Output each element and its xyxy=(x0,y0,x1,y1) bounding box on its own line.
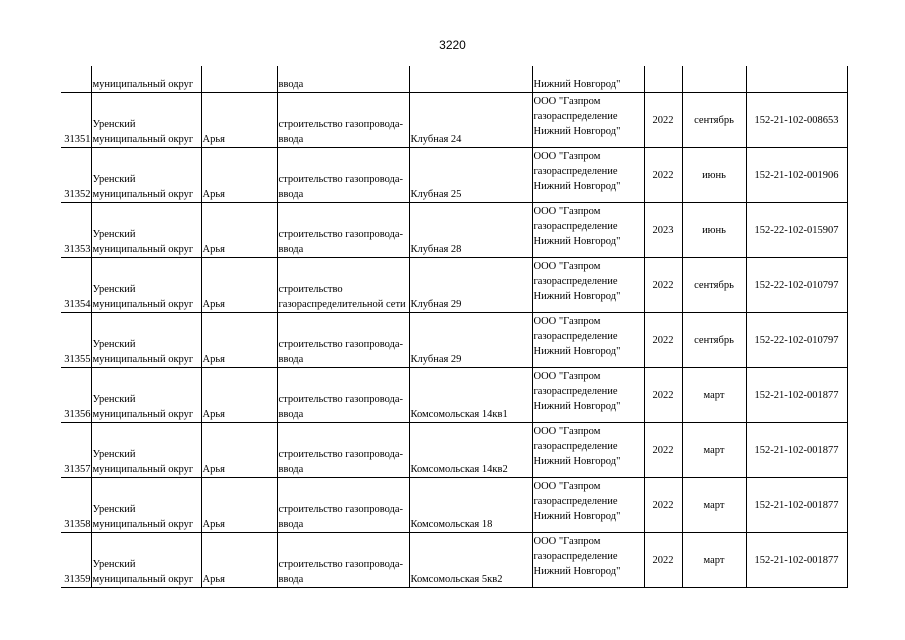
cell-code: 152-21-102-001877 xyxy=(746,368,847,423)
cell-address: Комсомольская 18 xyxy=(409,478,532,533)
cell-type: строительство газопровода- ввода xyxy=(277,478,409,533)
table-row-continued xyxy=(61,66,847,93)
cell-settlement: Арья xyxy=(201,93,277,148)
cell-settlement: Арья xyxy=(201,258,277,313)
cell-district: Уренский муниципальный округ xyxy=(91,313,201,368)
cell-year: 2022 xyxy=(644,93,682,148)
cell-type: строительство газопровода- ввода xyxy=(277,368,409,423)
cell-month: сентябрь xyxy=(682,93,746,148)
table-row xyxy=(61,423,847,478)
table-row xyxy=(61,148,847,203)
cell-address: Клубная 29 xyxy=(409,313,532,368)
cell-district: Уренский муниципальный округ xyxy=(91,478,201,533)
cell-month: сентябрь xyxy=(682,313,746,368)
cell-district: Уренский муниципальный округ xyxy=(91,203,201,258)
cell-num: 31353 xyxy=(61,203,91,258)
cell-code: 152-21-102-001877 xyxy=(746,423,847,478)
cell-district: Уренский муниципальный округ xyxy=(91,533,201,588)
cell-settlement: Арья xyxy=(201,533,277,588)
table-body xyxy=(61,66,847,588)
cell-type: строительство газопровода- ввода xyxy=(277,203,409,258)
cell-month xyxy=(682,66,746,93)
cell-district: Уренский муниципальный округ xyxy=(91,148,201,203)
cell-month: март xyxy=(682,533,746,588)
cell-month: март xyxy=(682,368,746,423)
cell-month: сентябрь xyxy=(682,258,746,313)
cell-district: Уренский муниципальный округ xyxy=(91,423,201,478)
cell-year: 2022 xyxy=(644,533,682,588)
table-row xyxy=(61,368,847,423)
cell-month: июнь xyxy=(682,203,746,258)
cell-year: 2022 xyxy=(644,368,682,423)
cell-month: июнь xyxy=(682,148,746,203)
cell-settlement: Арья xyxy=(201,368,277,423)
cell-year xyxy=(644,66,682,93)
cell-district: Уренский муниципальный округ xyxy=(91,258,201,313)
table-row xyxy=(61,258,847,313)
cell-settlement: Арья xyxy=(201,148,277,203)
cell-year: 2022 xyxy=(644,313,682,368)
cell-address: Клубная 24 xyxy=(409,93,532,148)
gas-objects-table xyxy=(61,66,848,588)
cell-settlement: Арья xyxy=(201,313,277,368)
cell-num: 31351 xyxy=(61,93,91,148)
cell-org: ООО "Газпром газораспределение Нижний Новгород" xyxy=(532,93,644,148)
cell-org: ООО "Газпром газораспределение Нижний Новгород" xyxy=(532,203,644,258)
page-number: 3220 xyxy=(439,38,466,52)
cell-type: строительство газораспределительной сети xyxy=(277,258,409,313)
cell-address: Клубная 25 xyxy=(409,148,532,203)
cell-year: 2022 xyxy=(644,478,682,533)
cell-district: Уренский муниципальный округ xyxy=(91,93,201,148)
cell-address xyxy=(409,66,532,93)
cell-settlement: Арья xyxy=(201,203,277,258)
cell-month: март xyxy=(682,423,746,478)
cell-org: ООО "Газпром газораспределение Нижний Новгород" xyxy=(532,533,644,588)
cell-num: 31358 xyxy=(61,478,91,533)
cell-year: 2023 xyxy=(644,203,682,258)
cell-settlement: Арья xyxy=(201,423,277,478)
cell-year: 2022 xyxy=(644,148,682,203)
cell-type: строительство газопровода- ввода xyxy=(277,423,409,478)
cell-code: 152-22-102-010797 xyxy=(746,258,847,313)
cell-settlement xyxy=(201,66,277,93)
cell-code: 152-22-102-010797 xyxy=(746,313,847,368)
cell-year: 2022 xyxy=(644,258,682,313)
table-row xyxy=(61,203,847,258)
table-row xyxy=(61,533,847,588)
cell-code: 152-21-102-001906 xyxy=(746,148,847,203)
cell-address: Клубная 29 xyxy=(409,258,532,313)
cell-code: 152-21-102-008653 xyxy=(746,93,847,148)
cell-year: 2022 xyxy=(644,423,682,478)
cell-org: ООО "Газпром газораспределение Нижний Новгород" xyxy=(532,368,644,423)
cell-address: Комсомольская 14кв2 xyxy=(409,423,532,478)
cell-type: строительство газопровода- ввода xyxy=(277,313,409,368)
cell-org: ООО "Газпром газораспределение Нижний Новгород" xyxy=(532,423,644,478)
cell-month: март xyxy=(682,478,746,533)
cell-settlement: Арья xyxy=(201,478,277,533)
table-row xyxy=(61,313,847,368)
cell-num: 31357 xyxy=(61,423,91,478)
table-row xyxy=(61,478,847,533)
cell-num: 31355 xyxy=(61,313,91,368)
cell-type: ввода xyxy=(277,66,409,93)
cell-org: ООО "Газпром газораспределение Нижний Новгород" xyxy=(532,478,644,533)
cell-org: ООО "Газпром газораспределение Нижний Новгород" xyxy=(532,258,644,313)
cell-org: ООО "Газпром газораспределение Нижний Новгород" xyxy=(532,313,644,368)
cell-type: строительство газопровода- ввода xyxy=(277,93,409,148)
cell-num xyxy=(61,66,91,93)
table-row xyxy=(61,93,847,148)
cell-address: Комсомольская 14кв1 xyxy=(409,368,532,423)
cell-code: 152-22-102-015907 xyxy=(746,203,847,258)
cell-address: Комсомольская 5кв2 xyxy=(409,533,532,588)
cell-org: Нижний Новгород" xyxy=(532,66,644,93)
cell-type: строительство газопровода- ввода xyxy=(277,533,409,588)
cell-type: строительство газопровода- ввода xyxy=(277,148,409,203)
cell-num: 31354 xyxy=(61,258,91,313)
cell-num: 31352 xyxy=(61,148,91,203)
cell-district: муниципальный округ xyxy=(91,66,201,93)
cell-code: 152-21-102-001877 xyxy=(746,478,847,533)
cell-org: ООО "Газпром газораспределение Нижний Новгород" xyxy=(532,148,644,203)
cell-code: 152-21-102-001877 xyxy=(746,533,847,588)
cell-num: 31359 xyxy=(61,533,91,588)
cell-num: 31356 xyxy=(61,368,91,423)
cell-district: Уренский муниципальный округ xyxy=(91,368,201,423)
cell-code xyxy=(746,66,847,93)
cell-address: Клубная 28 xyxy=(409,203,532,258)
